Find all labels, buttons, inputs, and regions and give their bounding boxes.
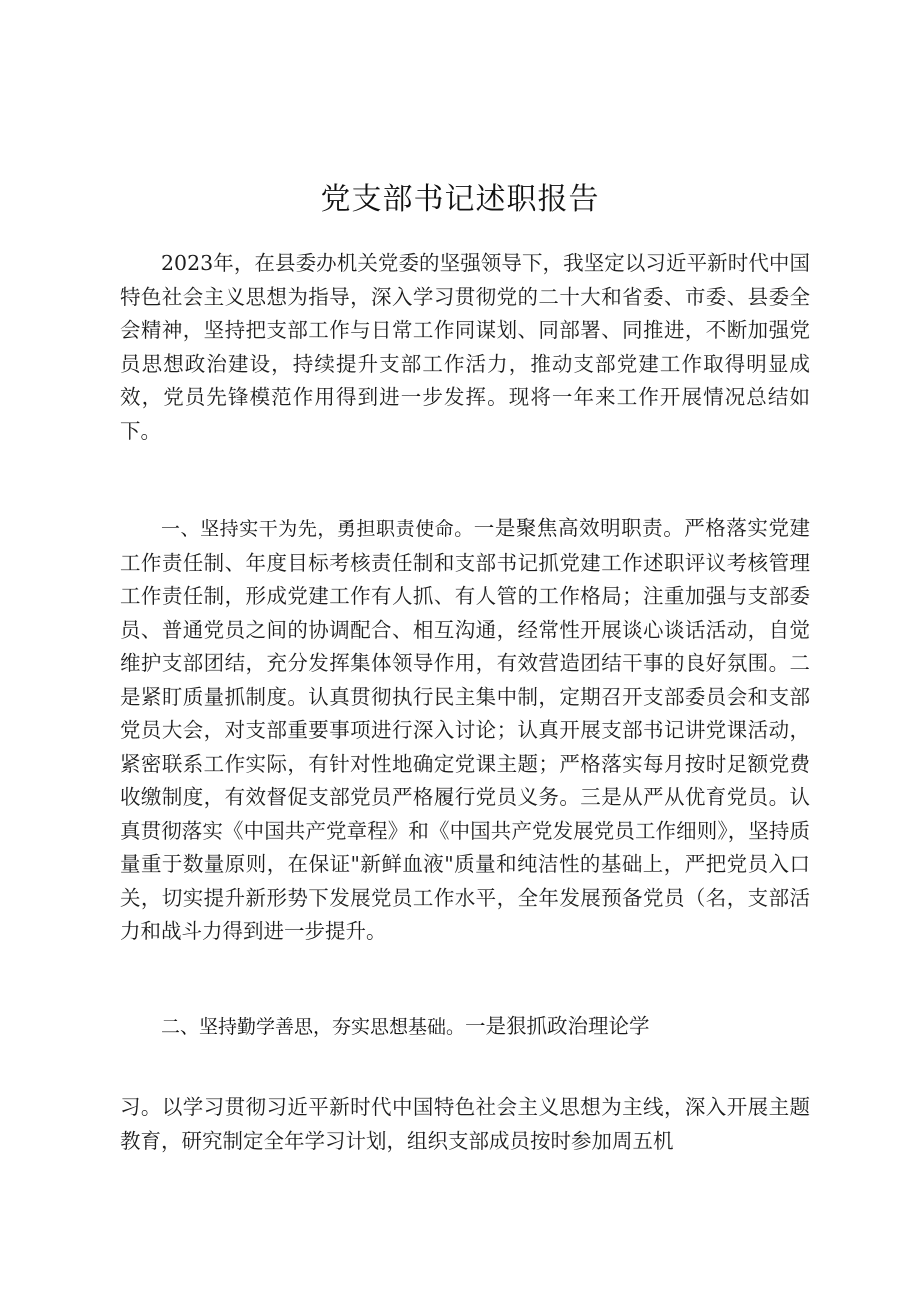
section-1-paragraph: [120, 512, 810, 949]
section-2-paragraph: [120, 1010, 810, 1045]
intro-paragraph: 2023年，在县委办机关党委的坚强领导下，我坚定以习近平新时代中国特色社会主义思想为指导，深入学习贯彻党的二十大和省委、市委、县委全会精神，坚持把支部工作与日常工作同谋划、同部署、同推进，不断加强党员思想政治建设，持续提升支部工作活力，推动支部党建工作取得明显成效，党员先锋模范作用得到进一步发挥。现将一年来工作开展情况总结如下。: [120, 251, 810, 443]
section-2-body-start: 一是狠抓政治理论学: [465, 1014, 650, 1038]
section-1-heading: 一、坚持实干为先，勇担职责使命。: [161, 518, 474, 540]
document-title: 党支部书记述职报告: [320, 182, 600, 217]
section-2-continuation: 习。以学习贯彻习近平新时代中国特色社会主义思想为主线，深入开展主题教育，研究制定全年学习计划，组织支部成员按时参加周五机: [120, 1095, 810, 1153]
section-1-body: 一是聚焦高效明职责。严格落实党建工作责任制、年度目标考核责任制和支部书记抓党建工作述职评议考核管理工作责任制，形成党建工作有人抓、有人管的工作格局；注重加强与支部委员、普通党员之间的协调配合、相互沟通，经常性开展谈心谈话活动，自觉维护支部团结，充分发挥集体领导作用，有效营造团结干事的良好氛围。二是紧盯质量抓制度。认真贯彻执行民主集中制，定期召开支部委员会和支部党员大会，对支部重要事项进行深入讨论；认真开展支部书记讲党课活动，紧密联系工作实际，有针对性地确定党课主题；严格落实每月按时足额党费收缴制度，有效督促支部党员严格履行党员义务。三是从严从优育党员。认真贯彻落实《中国共产党章程》和《中国共产党发展党员工作细则》，坚持质量重于数量原则，在保证"新鲜血液"质量和纯洁性的基础上，严把党员入口关，切实提升新形势下发展党员工作水平，全年发展预备党员（名，支部活力和战斗力得到进一步提升。: [120, 516, 810, 943]
section-2-heading: 二、坚持勤学善思，夯实思想基础。: [161, 1016, 466, 1038]
